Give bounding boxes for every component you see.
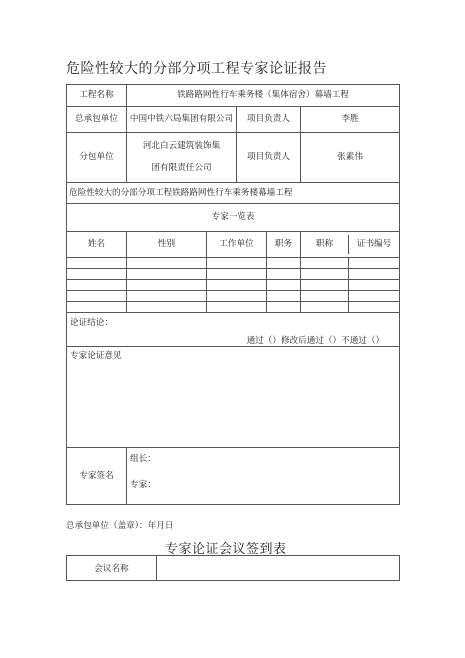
cell-position <box>267 269 301 280</box>
expert-opinion-label: 专家论证意见 <box>70 351 122 362</box>
table-row <box>67 302 400 313</box>
header-work-unit: 工作单位 <box>207 232 267 258</box>
subcontractor-value-line2: 团有限责任公司 <box>151 163 212 173</box>
header-position: 职务 <box>267 232 301 258</box>
cell-gender <box>127 291 207 302</box>
table-row <box>67 280 400 291</box>
signature-row <box>67 448 400 505</box>
expert-list-title-row <box>67 204 400 232</box>
project-description-row <box>67 183 400 204</box>
project-name-label: 工程名称 <box>67 85 127 107</box>
cell-gender <box>127 280 207 291</box>
meeting-name-value <box>157 556 400 581</box>
expert-signature-label: 专家签名 <box>67 448 127 505</box>
cell-position <box>267 291 301 302</box>
cell-title <box>301 258 349 268</box>
conclusion-cell <box>67 313 400 347</box>
cell-cert <box>349 291 399 301</box>
cell-cert <box>349 269 399 279</box>
cell-name <box>67 258 127 269</box>
project-name-value: 铁路路网性行车乘务楼（集体宿舍）幕墙工程 <box>127 85 400 107</box>
expert-list-title: 专家一览表 <box>67 204 400 232</box>
project-manager-value-2: 张素伟 <box>301 133 400 183</box>
cell-cert <box>349 302 399 312</box>
cell-name <box>67 291 127 302</box>
cell-title-cert <box>301 291 400 302</box>
table-row <box>67 258 400 269</box>
general-contractor-row <box>67 107 400 133</box>
conclusion-row <box>67 313 400 347</box>
cell-title <box>301 269 349 279</box>
project-description: 危险性较大的分部分项工程铁路路网性行车乘务楼幕墙工程 <box>67 183 400 204</box>
cell-title <box>301 280 349 290</box>
cell-work-unit <box>207 302 267 313</box>
subcontractor-row <box>67 133 400 183</box>
general-contractor-label: 总承包单位 <box>67 107 127 133</box>
cell-work-unit <box>207 291 267 302</box>
subcontractor-label: 分包单位 <box>67 133 127 183</box>
sign-in-table <box>66 555 400 581</box>
cell-name <box>67 302 127 313</box>
cell-position <box>267 258 301 269</box>
header-name: 姓名 <box>67 232 127 258</box>
report-table <box>66 84 400 505</box>
leader-label: 组长： <box>130 454 156 465</box>
cell-position <box>267 302 301 313</box>
expert-opinion-row <box>67 347 400 448</box>
cell-work-unit <box>207 258 267 269</box>
cell-work-unit <box>207 269 267 280</box>
meeting-name-label: 会议名称 <box>67 556 157 581</box>
sign-in-title: 专家论证会议签到表 <box>165 542 287 557</box>
cell-cert <box>349 280 399 290</box>
cell-title-cert <box>301 280 400 291</box>
signature-cell <box>127 448 400 505</box>
header-title: 职称 <box>301 235 349 254</box>
subcontractor-value <box>127 133 237 183</box>
header-gender: 性别 <box>127 232 207 258</box>
header-cert-number: 证书编号 <box>356 239 392 250</box>
general-contractor-value: 中国中铁六局集团有限公司 <box>127 107 237 133</box>
project-name-row <box>67 85 400 107</box>
header-title-and-cert <box>301 232 400 258</box>
cell-title-cert <box>301 258 400 269</box>
cell-title-cert <box>301 302 400 313</box>
conclusion-options: 通过（）修改后通过（）不通过（） <box>246 335 385 346</box>
project-manager-label-1: 项目负责人 <box>237 107 301 133</box>
cell-position <box>267 280 301 291</box>
report-title: 危险性较大的分部分项工程专家论证报告 <box>66 61 327 77</box>
table-row <box>67 269 400 280</box>
cell-title <box>301 302 349 312</box>
expert-opinion-cell <box>67 347 400 448</box>
expert-label: 专家： <box>130 480 156 491</box>
meeting-name-row <box>67 556 400 581</box>
cell-gender <box>127 302 207 313</box>
cell-gender <box>127 258 207 269</box>
cell-cert <box>349 258 399 268</box>
cell-name <box>67 280 127 291</box>
cell-title <box>301 291 349 301</box>
cell-name <box>67 269 127 280</box>
expert-table-header <box>67 232 400 258</box>
cell-title-cert <box>301 269 400 280</box>
conclusion-label: 论证结论： <box>70 318 113 328</box>
general-contractor-seal-line: 总承包单位（盖章）：年月日 <box>66 521 174 531</box>
project-manager-value-1: 李胜 <box>301 107 400 133</box>
cell-gender <box>127 269 207 280</box>
project-manager-label-2: 项目负责人 <box>237 133 301 183</box>
table-row <box>67 291 400 302</box>
subcontractor-value-line1: 河北白云建筑装饰集 <box>142 141 221 152</box>
cell-work-unit <box>207 280 267 291</box>
